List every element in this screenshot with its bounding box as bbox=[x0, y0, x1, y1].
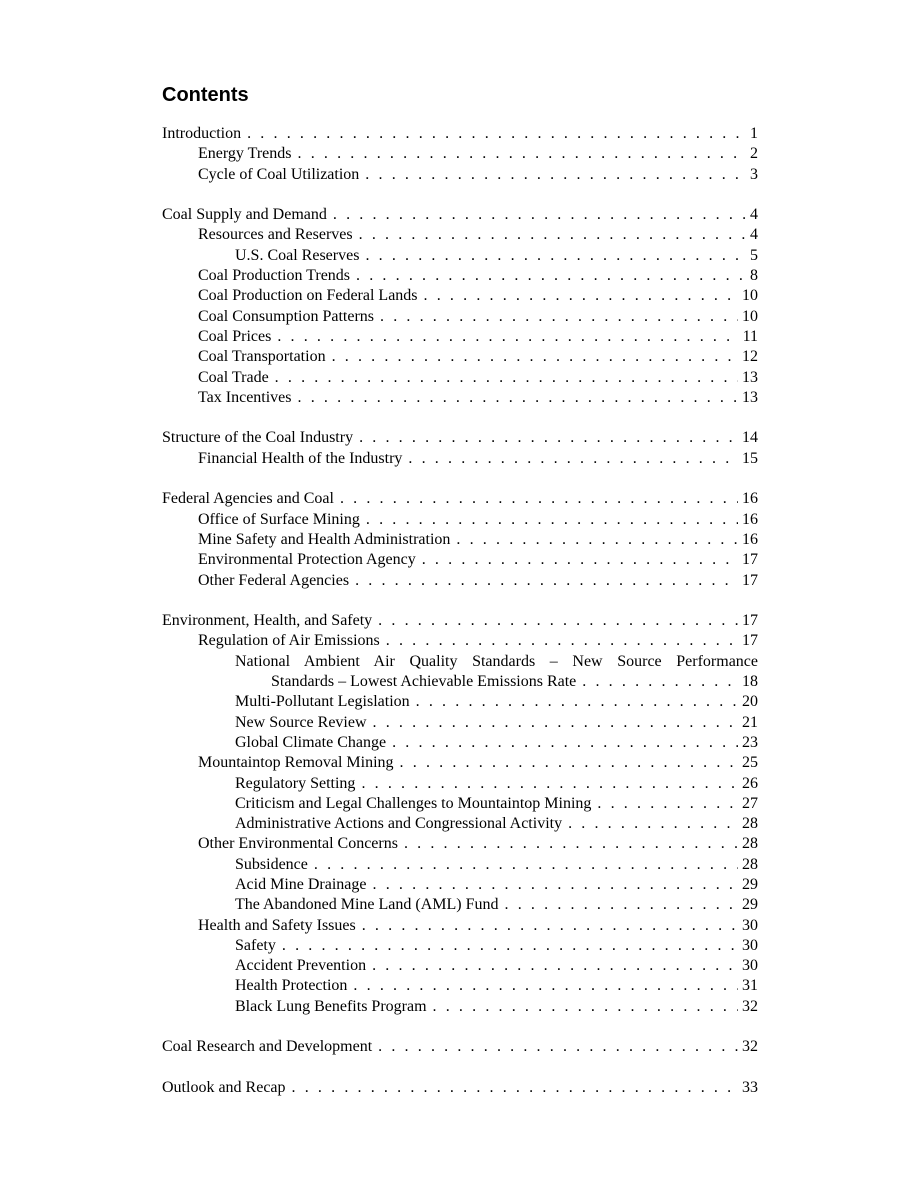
dot-leader bbox=[362, 916, 738, 936]
dot-leader bbox=[378, 611, 738, 631]
toc-entry[interactable] bbox=[162, 692, 758, 712]
toc-entry-label: Coal Transportation bbox=[198, 348, 326, 366]
toc-entry[interactable] bbox=[162, 530, 758, 550]
toc-entry-page: 21 bbox=[742, 713, 758, 731]
toc-entry-label: Other Federal Agencies bbox=[198, 571, 350, 589]
toc-entry-page: 31 bbox=[742, 977, 758, 995]
toc-entry-label-continued: Standards – Lowest Achievable Emissions Rate bbox=[271, 673, 577, 691]
dot-leader bbox=[404, 834, 738, 854]
toc-section bbox=[162, 124, 758, 185]
toc-entry-page: 3 bbox=[750, 165, 758, 183]
dot-leader bbox=[505, 895, 738, 915]
dot-leader bbox=[361, 774, 738, 794]
toc-entry-page: 26 bbox=[742, 774, 758, 792]
toc-entry[interactable] bbox=[162, 1078, 758, 1098]
dot-leader bbox=[422, 550, 738, 570]
toc-entry-page: 16 bbox=[742, 510, 758, 528]
dot-leader bbox=[356, 266, 746, 286]
toc-entry[interactable] bbox=[162, 916, 758, 936]
toc-entry[interactable] bbox=[162, 895, 758, 915]
toc-entry[interactable] bbox=[162, 1037, 758, 1057]
toc-entry-page: 1 bbox=[750, 125, 758, 142]
toc-entry-page: 14 bbox=[742, 429, 758, 447]
toc-entry-label: Black Lung Benefits Program bbox=[235, 997, 427, 1015]
dot-leader bbox=[359, 225, 746, 245]
toc-entry-page: 13 bbox=[742, 368, 758, 386]
toc-entry-label: New Source Review bbox=[235, 713, 367, 731]
toc-entry-label: Acid Mine Drainage bbox=[235, 875, 367, 893]
dot-leader bbox=[332, 347, 738, 367]
toc-entry-label: Multi-Pollutant Legislation bbox=[235, 693, 410, 711]
toc-entry-label: Regulation of Air Emissions bbox=[198, 632, 380, 650]
toc-entry-label: Coal Production on Federal Lands bbox=[198, 287, 418, 305]
dot-leader bbox=[282, 936, 738, 956]
dot-leader bbox=[380, 307, 738, 327]
toc-entry-page: 10 bbox=[742, 287, 758, 305]
toc-entry-page: 13 bbox=[742, 388, 758, 406]
toc-entry-page: 29 bbox=[742, 896, 758, 914]
toc-entry-label: The Abandoned Mine Land (AML) Fund bbox=[235, 896, 499, 914]
dot-leader bbox=[386, 631, 738, 651]
toc-entry-label: Coal Research and Development bbox=[162, 1038, 373, 1056]
toc-entry-page: 23 bbox=[742, 733, 758, 751]
toc-entry-page: 28 bbox=[742, 835, 758, 853]
contents-page bbox=[162, 82, 758, 1119]
dot-leader bbox=[408, 449, 738, 469]
toc-entry[interactable] bbox=[162, 225, 758, 245]
dot-leader bbox=[373, 875, 738, 895]
toc-entry-label: Mine Safety and Health Administration bbox=[198, 530, 451, 548]
toc-entry-page: 17 bbox=[742, 551, 758, 569]
toc-entry-page: 32 bbox=[742, 1038, 758, 1056]
toc-entry-page: 10 bbox=[742, 307, 758, 325]
toc-entry-label: Mountaintop Removal Mining bbox=[198, 754, 394, 772]
toc-entry-label: Criticism and Legal Challenges to Mountaintop Mining bbox=[235, 794, 592, 812]
toc-section bbox=[162, 1078, 758, 1098]
toc-entry-label: Administrative Actions and Congressional Activity bbox=[235, 815, 563, 833]
toc-entry-page: 30 bbox=[742, 957, 758, 975]
toc-entry-label: Resources and Reserves bbox=[198, 226, 353, 244]
toc-entry-label: Global Climate Change bbox=[235, 733, 387, 751]
dot-leader bbox=[597, 794, 738, 814]
dot-leader bbox=[424, 286, 738, 306]
toc-entry-page: 15 bbox=[742, 449, 758, 467]
toc-entry[interactable] bbox=[162, 794, 758, 814]
toc-entry[interactable] bbox=[162, 307, 758, 327]
toc-entry-label: Coal Trade bbox=[198, 368, 269, 386]
toc-entry-label: Federal Agencies and Coal bbox=[162, 490, 334, 508]
toc-entry-label: Environment, Health, and Safety bbox=[162, 612, 373, 630]
dot-leader bbox=[582, 672, 738, 692]
toc-entry-page: 30 bbox=[742, 916, 758, 934]
toc-entry-page: 17 bbox=[742, 612, 758, 630]
toc-entry-label: Energy Trends bbox=[198, 145, 292, 163]
toc-entry-label: Outlook and Recap bbox=[162, 1078, 286, 1096]
dot-leader bbox=[277, 327, 738, 347]
toc-entry[interactable] bbox=[162, 997, 758, 1017]
toc-entry-label: Health Protection bbox=[235, 977, 348, 995]
dot-leader bbox=[298, 388, 738, 408]
toc-entry-page: 4 bbox=[750, 206, 758, 224]
toc-entry-page: 28 bbox=[742, 815, 758, 833]
toc-entry-label: Office of Surface Mining bbox=[198, 510, 360, 528]
toc-entry-label: Coal Prices bbox=[198, 327, 272, 345]
toc-entry-page: 12 bbox=[742, 348, 758, 366]
toc-entry-label: Coal Production Trends bbox=[198, 267, 351, 285]
toc-entry-label: Financial Health of the Industry bbox=[198, 449, 403, 467]
toc-entry-page: 2 bbox=[750, 145, 758, 163]
toc-entry-label: Coal Consumption Patterns bbox=[198, 307, 374, 325]
toc-entry-page: 16 bbox=[742, 530, 758, 548]
dot-leader bbox=[359, 428, 738, 448]
toc-entry-label: Structure of the Coal Industry bbox=[162, 429, 354, 447]
toc-entry-page: 27 bbox=[742, 794, 758, 812]
dot-leader bbox=[247, 124, 746, 144]
toc-entry[interactable] bbox=[162, 449, 758, 469]
dot-leader bbox=[292, 1078, 738, 1098]
toc-entry-page: 33 bbox=[742, 1078, 758, 1096]
dot-leader bbox=[365, 165, 746, 185]
dot-leader bbox=[298, 144, 747, 164]
toc-entry-label: Cycle of Coal Utilization bbox=[198, 165, 360, 183]
toc-entry-label: Safety bbox=[235, 936, 276, 954]
toc-entry[interactable] bbox=[162, 368, 758, 388]
dot-leader bbox=[314, 855, 738, 875]
dot-leader bbox=[355, 571, 738, 591]
toc-entry-page: 28 bbox=[742, 855, 758, 873]
dot-leader bbox=[416, 692, 738, 712]
toc-entry-page: 18 bbox=[742, 673, 758, 691]
toc-entry[interactable] bbox=[162, 286, 758, 306]
toc-entry-page: 17 bbox=[742, 632, 758, 650]
toc-entry-label: National Ambient Air Quality Standards – New Source Performance bbox=[235, 652, 758, 670]
dot-leader bbox=[333, 205, 746, 225]
toc-entry-label: Health and Safety Issues bbox=[198, 916, 356, 934]
toc-section bbox=[162, 428, 758, 469]
dot-leader bbox=[275, 368, 738, 388]
toc-entry-page: 20 bbox=[742, 693, 758, 711]
dot-leader bbox=[433, 997, 738, 1017]
toc-entry[interactable] bbox=[162, 713, 758, 733]
toc-entry-label: Subsidence bbox=[235, 855, 308, 873]
toc-entry[interactable] bbox=[162, 489, 758, 509]
toc-section bbox=[162, 1037, 758, 1057]
toc-entry[interactable] bbox=[162, 144, 758, 164]
toc-entry-page: 25 bbox=[742, 754, 758, 772]
toc-entry-label: U.S. Coal Reserves bbox=[235, 246, 360, 264]
dot-leader bbox=[366, 510, 738, 530]
toc-entry-page: 17 bbox=[742, 571, 758, 589]
dot-leader bbox=[373, 713, 738, 733]
toc-section bbox=[162, 205, 758, 408]
toc-entry[interactable] bbox=[162, 246, 758, 266]
toc-entry[interactable] bbox=[162, 936, 758, 956]
toc-entry-label: Environmental Protection Agency bbox=[198, 551, 416, 569]
toc-entry[interactable] bbox=[162, 611, 758, 631]
dot-leader bbox=[378, 1037, 738, 1057]
toc-entry[interactable] bbox=[162, 124, 758, 144]
dot-leader bbox=[372, 956, 738, 976]
toc-entry[interactable] bbox=[162, 347, 758, 367]
dot-leader bbox=[365, 246, 746, 266]
dot-leader bbox=[568, 814, 738, 834]
toc-entry[interactable] bbox=[162, 855, 758, 875]
toc-entry-label: Tax Incentives bbox=[198, 388, 292, 406]
toc-entry-page: 16 bbox=[742, 490, 758, 508]
toc-entry-label: Other Environmental Concerns bbox=[198, 835, 398, 853]
toc-entry-page: 11 bbox=[742, 327, 758, 345]
toc-entry-page: 30 bbox=[742, 936, 758, 954]
toc-entry[interactable] bbox=[162, 165, 758, 185]
toc-entry[interactable] bbox=[162, 388, 758, 408]
toc-entry-page: 8 bbox=[750, 267, 758, 285]
toc-entry-page: 4 bbox=[750, 226, 758, 244]
toc-entry-continuation bbox=[162, 672, 758, 692]
toc-entry[interactable] bbox=[162, 834, 758, 854]
dot-leader bbox=[400, 753, 738, 773]
toc-entry-label: Accident Prevention bbox=[235, 957, 367, 975]
table-of-contents bbox=[162, 124, 758, 1098]
toc-entry-page: 32 bbox=[742, 997, 758, 1015]
toc-entry[interactable] bbox=[162, 205, 758, 225]
toc-entry-page: 5 bbox=[750, 246, 758, 264]
dot-leader bbox=[353, 976, 738, 996]
dot-leader bbox=[392, 733, 738, 753]
toc-entry[interactable] bbox=[162, 428, 758, 448]
toc-entry[interactable] bbox=[162, 753, 758, 773]
toc-entry-label: Introduction bbox=[162, 125, 242, 142]
toc-entry[interactable] bbox=[162, 510, 758, 530]
toc-entry[interactable] bbox=[162, 956, 758, 976]
toc-entry[interactable] bbox=[162, 814, 758, 834]
toc-entry[interactable] bbox=[162, 266, 758, 286]
toc-entry[interactable] bbox=[162, 652, 758, 693]
toc-entry-label: Coal Supply and Demand bbox=[162, 206, 327, 224]
toc-entry[interactable] bbox=[162, 550, 758, 570]
toc-entry[interactable] bbox=[162, 733, 758, 753]
toc-entry[interactable] bbox=[162, 774, 758, 794]
toc-section bbox=[162, 489, 758, 590]
toc-entry-label: Regulatory Setting bbox=[235, 774, 356, 792]
dot-leader bbox=[340, 489, 738, 509]
toc-entry[interactable] bbox=[162, 571, 758, 591]
toc-entry[interactable] bbox=[162, 976, 758, 996]
dot-leader bbox=[456, 530, 738, 550]
toc-section bbox=[162, 611, 758, 1017]
toc-entry-page: 29 bbox=[742, 875, 758, 893]
toc-entry[interactable] bbox=[162, 631, 758, 651]
toc-entry[interactable] bbox=[162, 327, 758, 347]
page-title: Contents bbox=[162, 84, 249, 106]
toc-entry[interactable] bbox=[162, 875, 758, 895]
